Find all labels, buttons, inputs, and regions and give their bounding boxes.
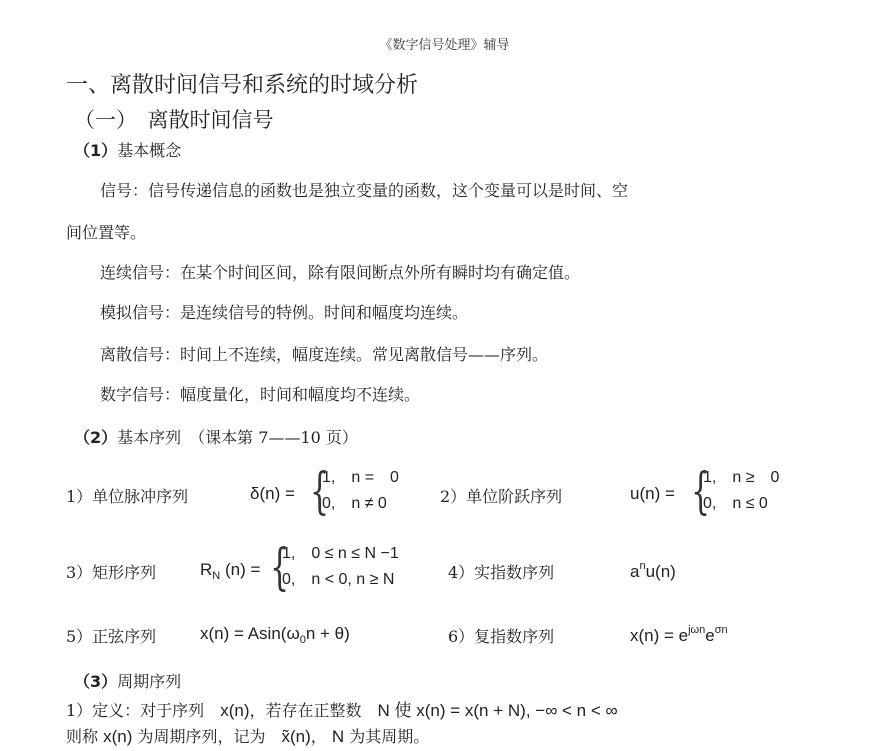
para-analog: 模拟信号：是连续信号的特例。时间和幅度均连续。 — [100, 303, 469, 322]
def-math: N — [331, 727, 345, 746]
para-digital: 数字信号：幅度量化，时间和幅度均不连续。 — [100, 385, 421, 404]
def-text: 为其周期。 — [349, 727, 430, 746]
seq-real-exp-expr — [630, 560, 676, 582]
def-text: 为周期序列，记为 — [137, 727, 266, 746]
lhs-base: R — [200, 560, 213, 579]
expr-part: n + θ) — [305, 624, 350, 643]
subsection-number: （2） — [74, 428, 118, 447]
subsection-basic-concepts — [74, 138, 181, 161]
para-signal: 信号：信号传递信息的函数也是独立变量的函数，这个变量可以是时间、空 — [100, 181, 629, 200]
expr-part: x(n) = Asin(ω — [200, 624, 300, 643]
case-line: 0, n ≤ 0 — [703, 495, 768, 512]
case-line: 1, n = 0 — [322, 469, 399, 486]
para-signal-cont: 间位置等。 — [66, 223, 147, 242]
seq-unit-impulse-cases — [322, 465, 399, 517]
section-title: （一） 离散时间信号 — [74, 108, 274, 132]
textbook-ref: （课本第 7——10 页） — [197, 428, 358, 447]
seq-complex-exp-label: 6）复指数序列 — [448, 627, 555, 646]
brace-icon: { — [270, 538, 290, 596]
subsection-title: 周期序列 — [117, 672, 182, 691]
seq-unit-step-lhs: u(n) = — [630, 484, 675, 503]
expr-subscript: 0 — [299, 634, 306, 646]
definition-line-2 — [66, 724, 429, 747]
para-discrete: 离散信号：时间上不连续，幅度连续。常见离散信号——序列。 — [100, 345, 549, 364]
subsection-title: 基本序列 — [117, 428, 182, 447]
expr-part: e — [705, 626, 715, 645]
para-continuous: 连续信号：在某个时间区间，除有限间断点外所有瞬时均有确定值。 — [100, 263, 581, 282]
def-math: x(n) — [103, 727, 133, 746]
seq-rectangular-cases — [282, 541, 399, 593]
def-text: ， — [310, 727, 327, 746]
subsection-number: （3） — [74, 672, 118, 691]
def-math: x̃(n) — [281, 727, 311, 746]
case-line: 0, n ≠ 0 — [322, 495, 387, 512]
expr-exponent: jωn — [688, 624, 706, 636]
brace-icon: { — [691, 462, 711, 520]
lhs-tail: (n) = — [220, 560, 261, 579]
def-math: N 使 x(n) = x(n + N), −∞ < n < ∞ — [377, 701, 618, 720]
seq-unit-impulse-label: 1）单位脉冲序列 — [66, 487, 189, 506]
expr-base: a — [630, 562, 640, 581]
def-math: x(n) — [220, 701, 250, 720]
case-line: 1, 0 ≤ n ≤ N −1 — [282, 545, 399, 562]
def-text: 则称 — [66, 727, 99, 746]
subsection-title: 基本概念 — [117, 141, 182, 160]
seq-real-exp-label: 4）实指数序列 — [448, 563, 555, 582]
seq-unit-step-label: 2）单位阶跃序列 — [440, 487, 563, 506]
seq-rectangular-label: 3）矩形序列 — [66, 563, 157, 582]
definition-line-1 — [66, 696, 618, 721]
case-line: 1, n ≥ 0 — [703, 469, 780, 486]
chapter-title: 一、离散时间信号和系统的时域分析 — [66, 73, 419, 98]
seq-rectangular-lhs — [200, 560, 260, 582]
subsection-number: （1） — [74, 141, 118, 160]
lhs-subscript: N — [212, 570, 221, 582]
subsection-basic-sequences — [74, 425, 358, 448]
case-line: 0, n < 0, n ≥ N — [282, 571, 395, 588]
def-text: 1）定义：对于序列 — [66, 701, 205, 720]
subsection-periodic — [74, 669, 181, 692]
brace-icon: { — [310, 462, 330, 520]
def-text: ，若存在正整数 — [249, 701, 362, 720]
seq-complex-exp-expr — [630, 624, 728, 646]
seq-unit-step-cases — [703, 465, 779, 517]
expr-exponent: n — [639, 560, 646, 572]
expr-exponent: σn — [714, 624, 728, 636]
seq-unit-impulse-lhs: δ(n) = — [250, 484, 295, 503]
page-header: 《数字信号处理》辅导 — [379, 38, 510, 53]
seq-sine-expr — [200, 624, 350, 646]
expr-tail: u(n) — [645, 562, 676, 581]
expr-part: x(n) = e — [630, 626, 689, 645]
seq-sine-label: 5）正弦序列 — [66, 627, 157, 646]
